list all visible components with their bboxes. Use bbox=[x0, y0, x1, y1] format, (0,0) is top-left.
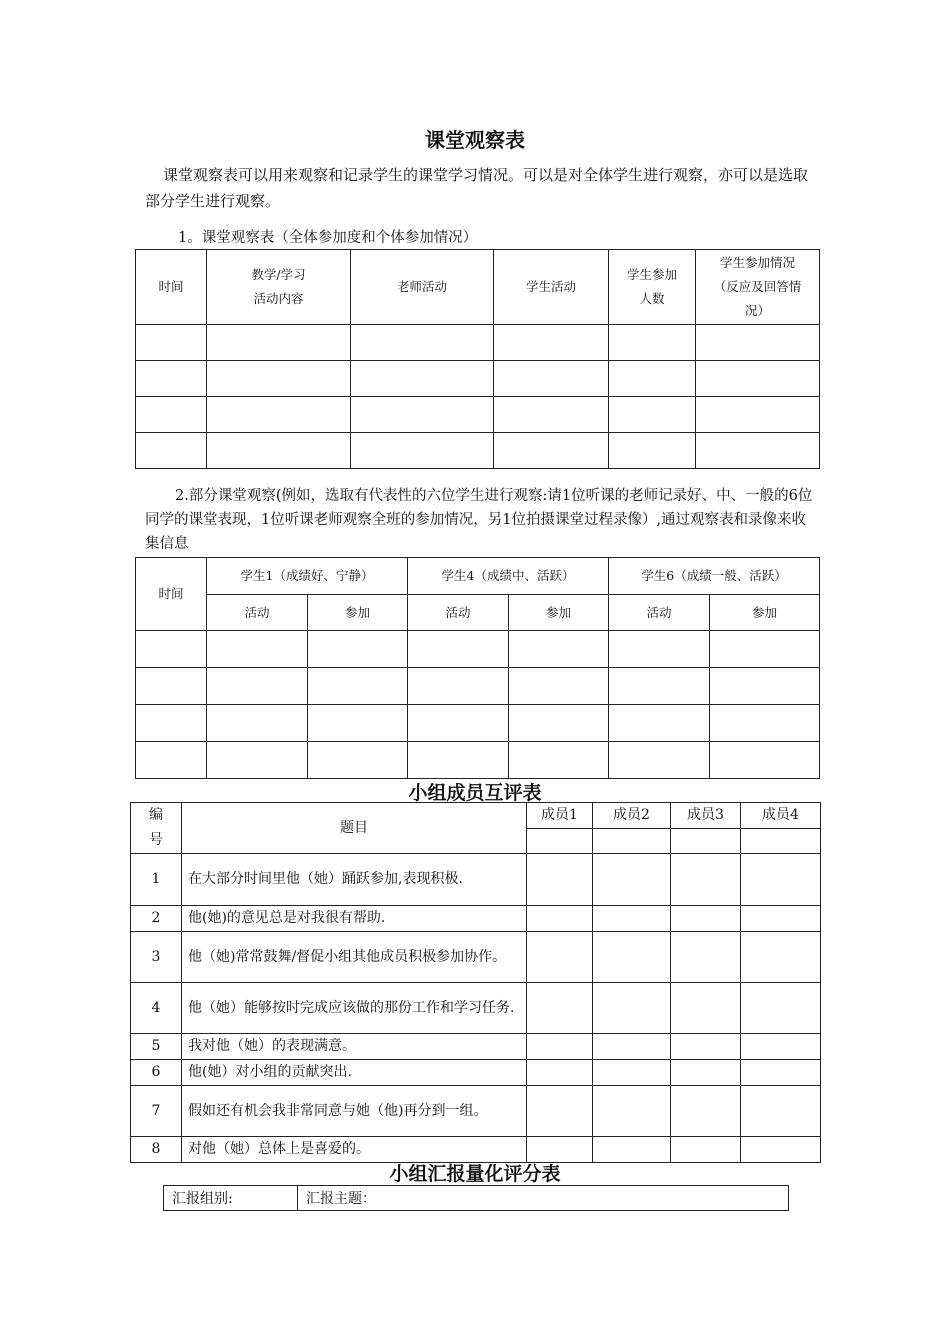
sub-header-activity: 活动 bbox=[207, 595, 308, 631]
table-row bbox=[131, 932, 821, 983]
item-text: 我对他（她）的表现满意。 bbox=[182, 1034, 527, 1060]
item-number: 7 bbox=[131, 1086, 182, 1137]
report-topic-label: 汇报主题： bbox=[298, 1186, 789, 1211]
peer-review-title: 小组成员互评表 bbox=[408, 782, 542, 804]
header-teacher-activity: 老师活动 bbox=[351, 250, 494, 325]
item-number: 8 bbox=[131, 1137, 182, 1163]
page-title: 课堂观察表 bbox=[425, 128, 525, 152]
header-participation-line2: （反应及回答情 bbox=[713, 279, 802, 294]
item-text: 假如还有机会我非常同意与她（他)再分到一组。 bbox=[182, 1086, 527, 1137]
intro-paragraph: 课堂观察表可以用来观察和记录学生的课堂学习情况。可以是对全体学生进行观察，亦可以是选取部分学生进行观察。 bbox=[145, 166, 809, 210]
header-number-line1: 编 bbox=[149, 807, 163, 823]
observation-table-2 bbox=[135, 557, 820, 779]
sub-header-activity: 活动 bbox=[408, 595, 509, 631]
header-participation-line3: 况） bbox=[744, 303, 770, 318]
header-member-4: 成员4 bbox=[741, 803, 821, 829]
table-row bbox=[131, 1086, 821, 1137]
item-text: 他（她）能够按时完成应该做的那份工作和学习任务. bbox=[182, 983, 527, 1034]
header-teaching bbox=[207, 250, 351, 325]
observation-table-1 bbox=[135, 249, 820, 469]
table-row bbox=[131, 1060, 821, 1086]
section2-paragraph: 2.部分课堂观察(例如，选取有代表性的六位学生进行观察:请1位听课的老师记录好、中、一般的6位同学的课堂表现，1位听课老师观察全班的参加情况，另1位拍摄课堂过程录像）,通过观察表和录像来收集信息 bbox=[145, 488, 813, 552]
item-number: 1 bbox=[131, 854, 182, 906]
header-student-4: 学生4（成绩中、活跃） bbox=[408, 558, 609, 595]
item-text: 对他（她）总体上是喜爱的。 bbox=[182, 1137, 527, 1163]
sub-header-participation: 参加 bbox=[308, 595, 408, 631]
table-row bbox=[131, 854, 821, 906]
header-participants-line1: 学生参加 bbox=[626, 267, 677, 282]
header-member-1: 成员1 bbox=[527, 803, 593, 829]
header-teaching-line1: 教学/学习 bbox=[251, 267, 306, 282]
header-member-3: 成员3 bbox=[671, 803, 741, 829]
item-text: 他(她)的意见总是对我很有帮助. bbox=[182, 906, 527, 932]
sub-header-participation: 参加 bbox=[710, 595, 820, 631]
header-participation bbox=[696, 250, 820, 325]
table-row bbox=[131, 1034, 821, 1060]
header-item: 题目 bbox=[182, 803, 527, 854]
item-number: 2 bbox=[131, 906, 182, 932]
header-time: 时间 bbox=[136, 250, 207, 325]
header-time: 时间 bbox=[136, 558, 207, 631]
table-row bbox=[136, 705, 820, 742]
item-text: 他(她）对小组的贡献突出. bbox=[182, 1060, 527, 1086]
table-row bbox=[136, 361, 820, 397]
header-participants bbox=[609, 250, 696, 325]
table-row bbox=[136, 433, 820, 469]
header-student-activity: 学生活动 bbox=[494, 250, 609, 325]
header-participants-line2: 人数 bbox=[639, 291, 665, 306]
sub-header-activity: 活动 bbox=[609, 595, 710, 631]
peer-review-table bbox=[130, 802, 821, 1163]
header-number-line2: 号 bbox=[149, 832, 163, 848]
header-teaching-line2: 活动内容 bbox=[253, 291, 304, 306]
item-number: 6 bbox=[131, 1060, 182, 1086]
table-row bbox=[136, 631, 820, 668]
report-title: 小组汇报量化评分表 bbox=[389, 1163, 561, 1185]
header-student-6: 学生6（成绩一般、活跃） bbox=[609, 558, 820, 595]
item-text: 他（她)常常鼓舞/督促小组其他成员积极参加协作。 bbox=[182, 932, 527, 983]
table-row bbox=[136, 397, 820, 433]
item-number: 5 bbox=[131, 1034, 182, 1060]
table-row bbox=[136, 325, 820, 361]
item-number: 3 bbox=[131, 932, 182, 983]
header-member-2: 成员2 bbox=[593, 803, 671, 829]
section1-caption: 1。课堂观察表（全体参加度和个体参加情况） bbox=[178, 230, 478, 246]
header-participation-line1: 学生参加情况 bbox=[719, 255, 795, 270]
table-row bbox=[131, 906, 821, 932]
item-text: 在大部分时间里他（她）踊跃参加,表现积极. bbox=[182, 854, 527, 906]
report-group-label: 汇报组别: bbox=[164, 1186, 298, 1211]
header-student-1: 学生1（成绩好、宁静） bbox=[207, 558, 408, 595]
sub-header-participation: 参加 bbox=[509, 595, 609, 631]
table-row bbox=[136, 742, 820, 779]
report-table bbox=[163, 1185, 789, 1211]
header-number bbox=[131, 803, 182, 854]
item-number: 4 bbox=[131, 983, 182, 1034]
table-row bbox=[131, 983, 821, 1034]
table-row bbox=[136, 668, 820, 705]
